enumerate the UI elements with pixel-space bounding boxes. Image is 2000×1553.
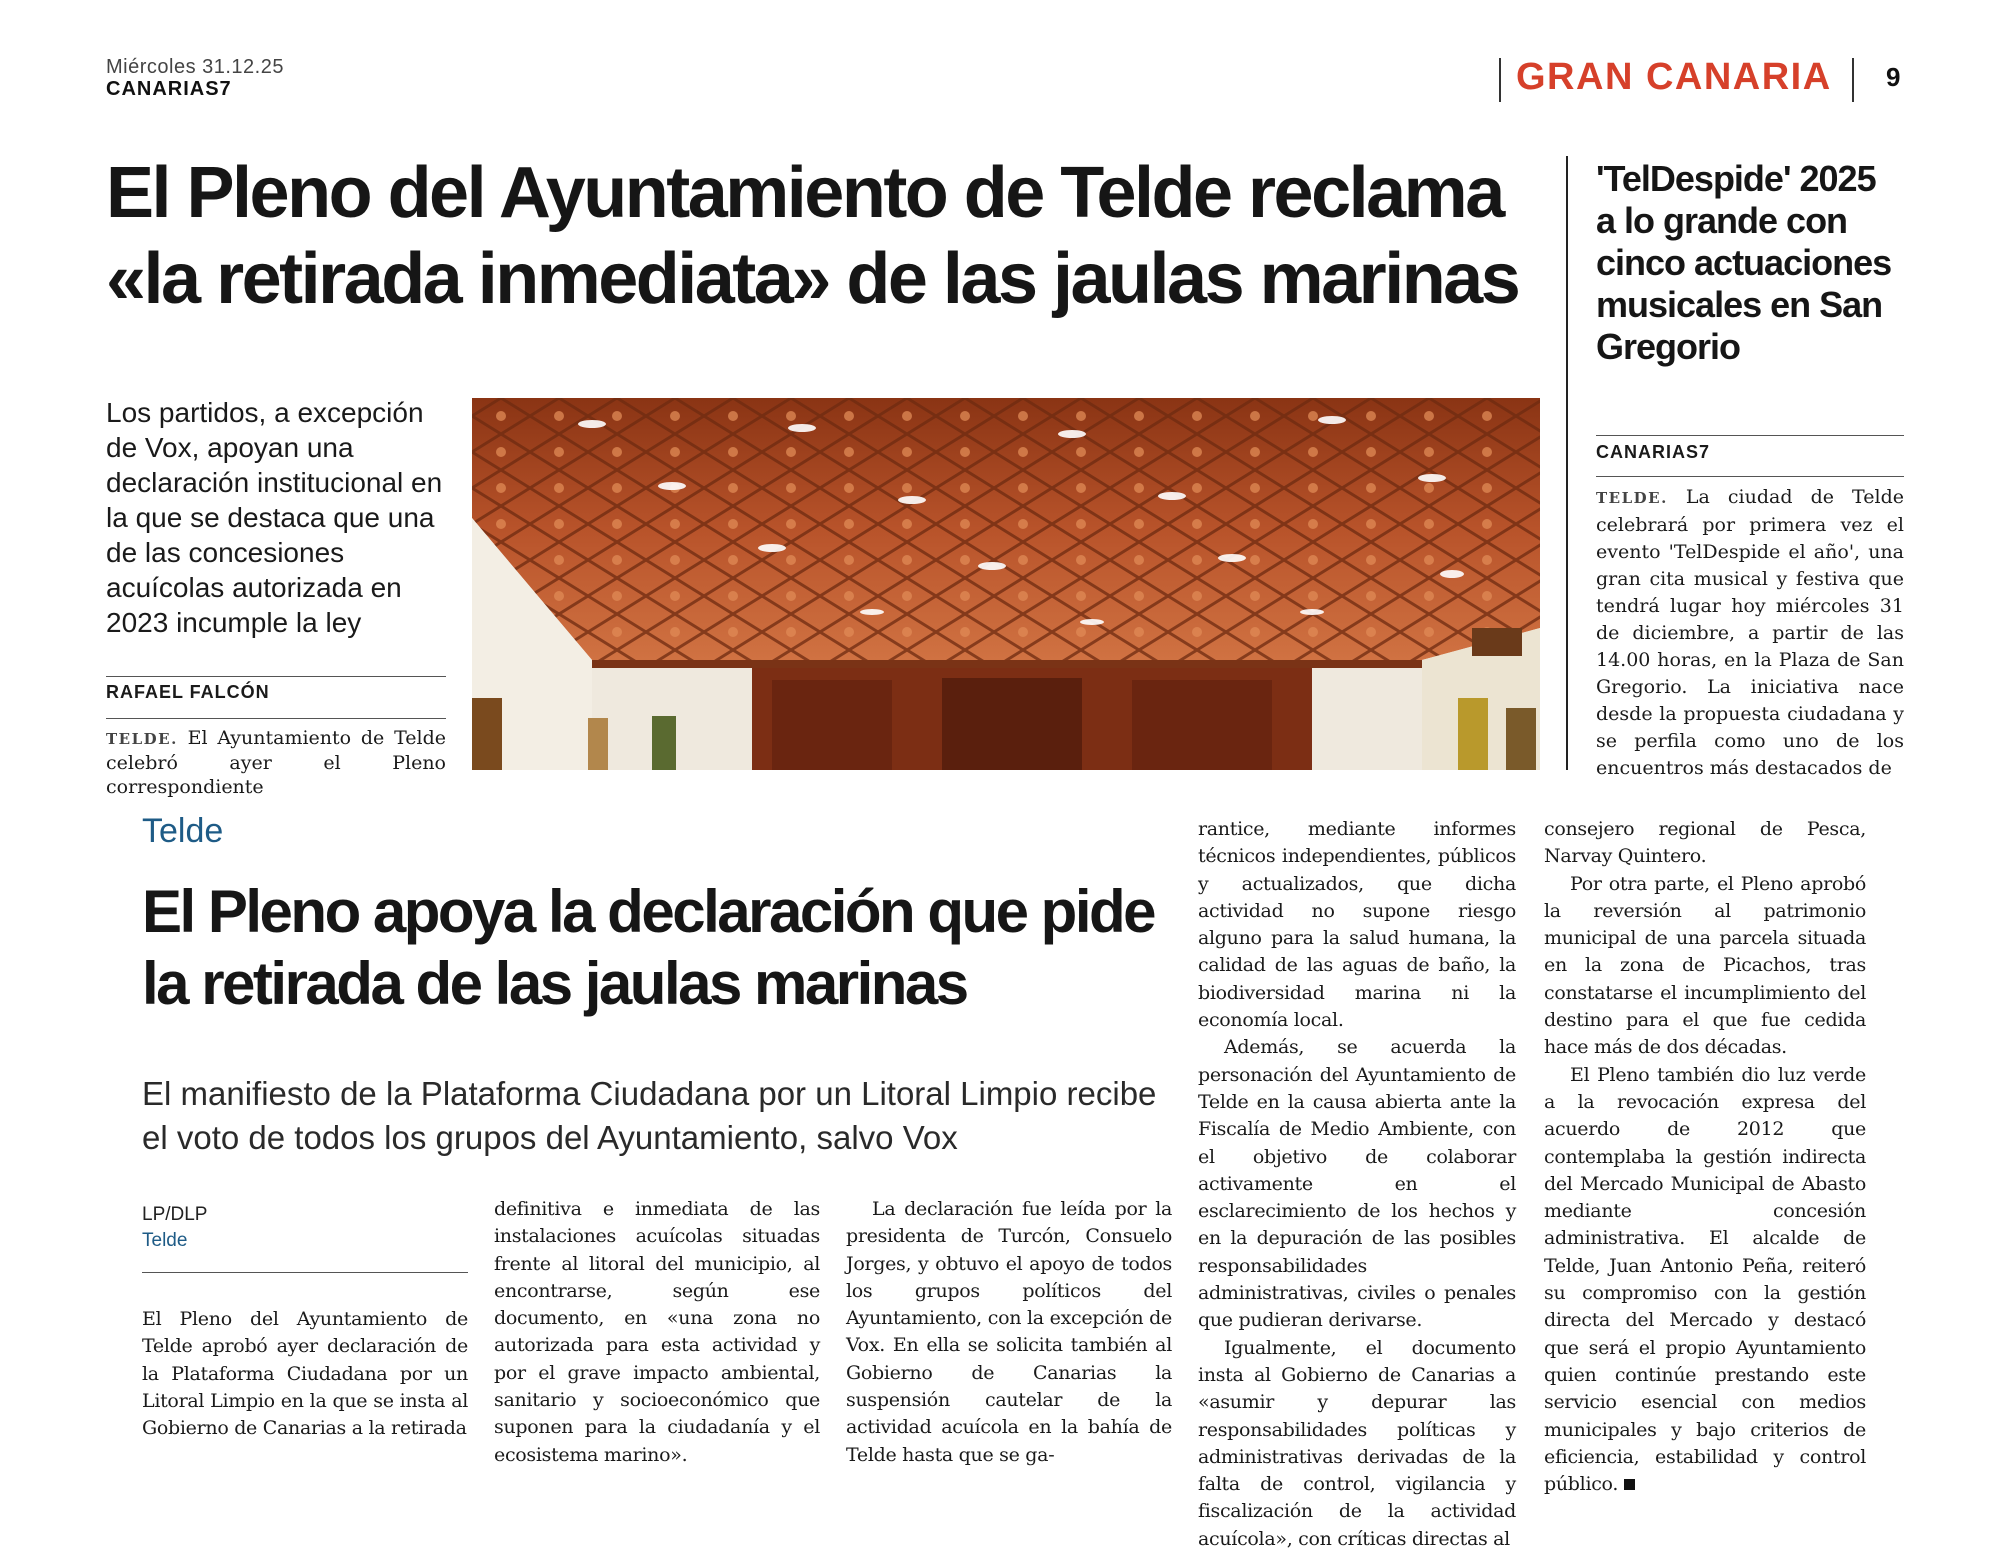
- section-title: GRAN CANARIA: [1516, 56, 1832, 98]
- bottom-story-headline: El Pleno apoya la declaración que pide la retirada de las jaulas marinas: [142, 878, 1155, 1017]
- paragraph-text: El Pleno también dio luz verde a la revocación expresa del acuerdo de 2012 que contemplaba la gestión indirecta del Mercado Municipal de Abasto mediante concesión administrativa. El alcalde de Telde, Juan Antonio Peña, reiteró su compromiso con la gestión directa del Mercado y destacó que será el propio Ayuntamiento quien continúe prestando este servicio esencial con medios municipales y bajo criterios de eficiencia, estabilidad y control público.: [1544, 1063, 1866, 1496]
- top-story-headline: El Pleno del Ayuntamiento de Telde reclama «la retirada inmediata» de las jaulas marinas: [106, 153, 1519, 319]
- header-publication: CANARIAS7: [106, 78, 232, 100]
- sidebar-headline: 'TelDespide' 2025 a lo grande con cinco actuaciones musicales en San Gregorio: [1596, 158, 1892, 367]
- divider: [142, 1272, 468, 1273]
- header-date: Miércoles 31.12.25: [106, 56, 284, 78]
- story-kicker: Telde: [142, 812, 224, 850]
- header-divider: [1499, 58, 1501, 102]
- text-column: [142, 1306, 468, 1442]
- divider: [1596, 435, 1904, 436]
- body-text: La ciudad de Telde celebrará por primera vez el evento 'TelDespide el año', una gran cita musical y festiva que tendrá lugar hoy miércoles 31 de diciembre, a partir de las 14.00 horas, en la Plaza de San Gregorio. La iniciativa nace desde la propuesta ciudadana y se perfila como uno de los encuentros más destacados de: [1596, 486, 1904, 779]
- paragraph: Por otra parte, el Pleno aprobó la reversión al patrimonio municipal de una parcela situada en la zona de Picachos, tras constatarse el incumplimiento del destino para el que fue cedida hace más de dos décadas.: [1544, 872, 1866, 1059]
- top-story-byline: RAFAEL FALCÓN: [106, 682, 270, 702]
- text-column: [494, 1196, 820, 1469]
- paragraph: rantice, mediante informes técnicos independientes, públicos y actualizados, que dicha actividad no supone riesgo alguno para la salud humana, la calidad de las aguas de baño, la biodiversidad marina ni la economía local.: [1198, 818, 1516, 1032]
- top-story-subhead: Los partidos, a excepción de Vox, apoyan una declaración institucional en la que se destaca que una de las concesiones acuícolas autorizada en 2023 incumple la ley: [106, 397, 443, 638]
- article-photo: [472, 398, 1540, 770]
- text-column: [1544, 816, 1866, 1498]
- column-divider: [1566, 156, 1568, 770]
- bottom-story-subhead: El manifiesto de la Plataforma Ciudadana por un Litoral Limpio recibe el voto de todos los grupos del Ayuntamiento, salvo Vox: [142, 1075, 1157, 1156]
- bottom-story-location: Telde: [142, 1230, 188, 1251]
- sidebar-byline: CANARIAS7: [1596, 442, 1711, 462]
- top-story-body: [106, 726, 447, 798]
- header-divider: [1852, 58, 1854, 102]
- paragraph: La declaración fue leída por la presidenta de Turcón, Consuelo Jorges, y obtuvo el apoyo de todos los grupos políticos del Ayuntamiento, con la excepción de Vox. En ella se solicita también al Gobierno de Canarias la suspensión cautelar de la actividad acuícola en la bahía de Telde hasta que se ga-: [846, 1198, 1172, 1466]
- paragraph: [1544, 1062, 1866, 1499]
- paragraph: consejero regional de Pesca, Narvay Quintero.: [1544, 818, 1866, 868]
- bottom-story-author: LP/DLP: [142, 1204, 208, 1225]
- paragraph: Igualmente, el documento insta al Gobierno de Canarias a «asumir y depurar las responsabilidades políticas y administrativas derivadas de la falta de control, vigilancia y fiscalización de la actividad acuícola», con críticas directas al: [1198, 1336, 1516, 1550]
- page-number: 9: [1886, 62, 1901, 92]
- body-text: El Ayuntamiento de Telde celebró ayer el Pleno correspondiente: [106, 727, 447, 798]
- divider: [106, 718, 446, 719]
- paragraph: Además, se acuerda la personación del Ayuntamiento de Telde en la causa abierta ante la Fiscalía de Medio Ambiente, con el objetivo de colaborar activamente en el esclarecimiento de los hechos y en la depuración de las posibles responsabilidades administrativas, civiles o penales que pudieran derivarse.: [1198, 1036, 1516, 1332]
- sidebar-body: [1596, 484, 1904, 779]
- paragraph: definitiva e inmediata de las instalaciones acuícolas situadas frente al litoral del municipio, al encontrarse, según ese documento, en «una zona no autorizada para esta actividad y por el grave impacto ambiental, sanitario y socioeconómico que suponen para la ciudadanía y el ecosistema marino».: [494, 1198, 820, 1466]
- end-of-article-icon: [1624, 1479, 1635, 1490]
- divider: [106, 676, 446, 677]
- paragraph: El Pleno del Ayuntamiento de Telde aprobó ayer declaración de la Plataforma Ciudadana por un Litoral Limpio en la que se insta al Gobierno de Canarias a la retirada: [142, 1308, 468, 1440]
- council-chamber-photo: [472, 398, 1540, 770]
- dateline: TELDE.: [106, 730, 178, 748]
- dateline: TELDE.: [1596, 489, 1668, 507]
- text-column: [846, 1196, 1172, 1469]
- text-column: [1198, 816, 1516, 1553]
- divider: [1596, 476, 1904, 477]
